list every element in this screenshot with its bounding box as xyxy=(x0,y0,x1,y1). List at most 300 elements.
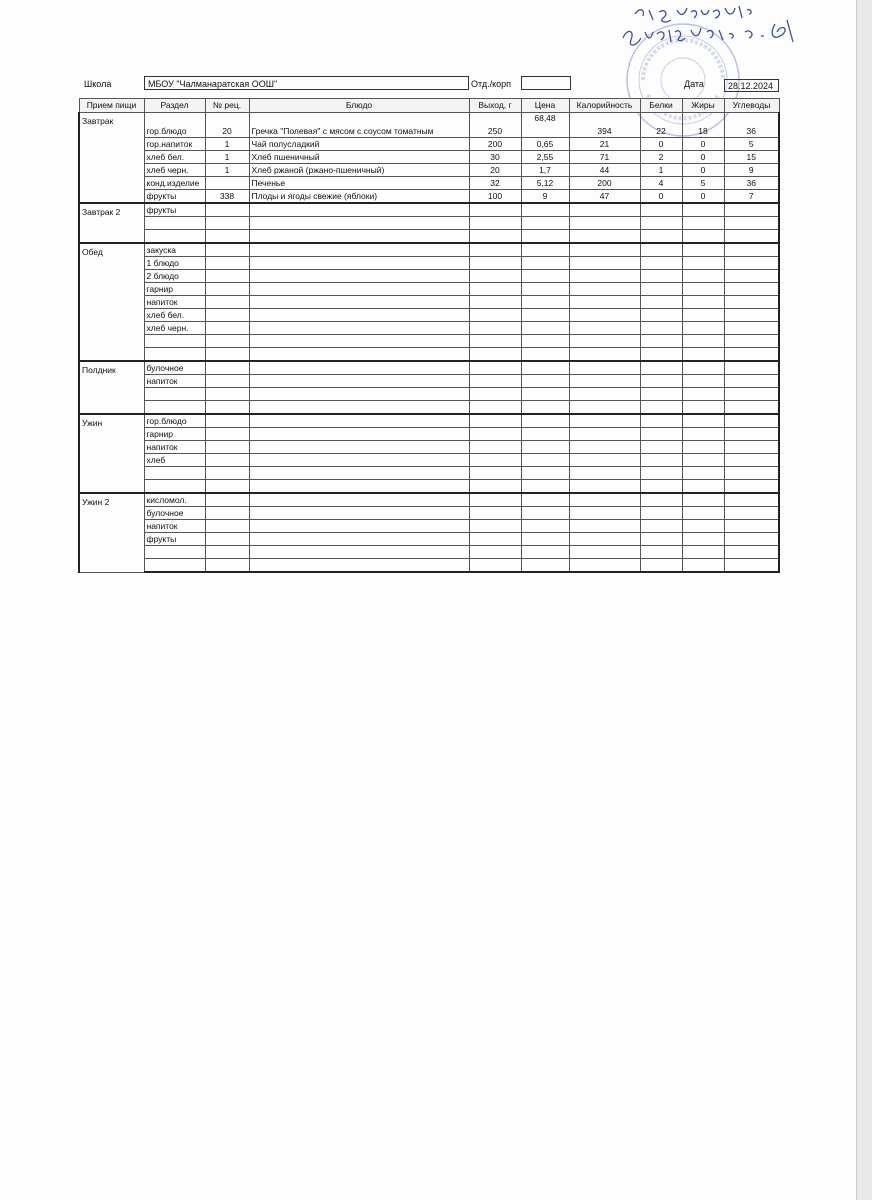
cell-price xyxy=(521,230,569,244)
cell-yield: 32 xyxy=(469,177,521,190)
cell-kcal xyxy=(569,322,640,335)
cell-protein xyxy=(640,454,682,467)
cell-recipe: 20 xyxy=(205,113,249,138)
cell-fat xyxy=(682,217,724,230)
cell-fat xyxy=(682,283,724,296)
cell-protein xyxy=(640,375,682,388)
cell-dish xyxy=(249,546,469,559)
cell-section: напиток xyxy=(144,520,205,533)
cell-price xyxy=(521,257,569,270)
table-row xyxy=(79,243,779,257)
cell-section xyxy=(144,467,205,480)
cell-fat xyxy=(682,388,724,401)
cell-carbs xyxy=(724,243,779,257)
cell-price xyxy=(521,203,569,217)
cell-dish xyxy=(249,283,469,296)
cell-fat xyxy=(682,401,724,415)
cell-yield xyxy=(469,441,521,454)
cell-fat xyxy=(682,203,724,217)
cell-price xyxy=(521,322,569,335)
cell-protein xyxy=(640,203,682,217)
cell-dish xyxy=(249,361,469,375)
cell-recipe xyxy=(205,414,249,428)
cell-price xyxy=(521,283,569,296)
cell-dish xyxy=(249,414,469,428)
col-yield: Выход, г xyxy=(469,99,521,113)
cell-yield xyxy=(469,230,521,244)
cell-recipe xyxy=(205,217,249,230)
cell-carbs: 36 xyxy=(724,113,779,138)
cell-price: 0,65 xyxy=(521,138,569,151)
cell-section: напиток xyxy=(144,296,205,309)
col-section: Раздел xyxy=(144,99,205,113)
cell-section: фрукты xyxy=(144,203,205,217)
table-row xyxy=(79,217,779,230)
cell-protein xyxy=(640,546,682,559)
cell-carbs xyxy=(724,559,779,573)
cell-price: 5,12 xyxy=(521,177,569,190)
cell-fat xyxy=(682,507,724,520)
cell-fat xyxy=(682,493,724,507)
cell-kcal xyxy=(569,533,640,546)
cell-dish xyxy=(249,388,469,401)
cell-kcal xyxy=(569,335,640,348)
cell-section: напиток xyxy=(144,375,205,388)
cell-fat xyxy=(682,467,724,480)
cell-protein: 0 xyxy=(640,138,682,151)
cell-dish: Чай полусладкий xyxy=(249,138,469,151)
cell-recipe xyxy=(205,361,249,375)
cell-carbs: 36 xyxy=(724,177,779,190)
cell-yield xyxy=(469,507,521,520)
cell-dish xyxy=(249,296,469,309)
cell-dish xyxy=(249,348,469,362)
cell-yield xyxy=(469,533,521,546)
cell-kcal xyxy=(569,520,640,533)
cell-carbs xyxy=(724,322,779,335)
cell-yield xyxy=(469,388,521,401)
cell-price xyxy=(521,507,569,520)
cell-price xyxy=(521,428,569,441)
cell-dish xyxy=(249,217,469,230)
cell-price: 9 xyxy=(521,190,569,204)
cell-yield xyxy=(469,480,521,494)
cell-kcal xyxy=(569,546,640,559)
cell-fat xyxy=(682,361,724,375)
table-row xyxy=(79,533,779,546)
table-header-row xyxy=(79,99,779,113)
meal-name: Завтрак 2 xyxy=(79,203,144,243)
cell-section: гарнир xyxy=(144,283,205,296)
cell-yield xyxy=(469,559,521,573)
cell-fat xyxy=(682,559,724,573)
cell-recipe xyxy=(205,375,249,388)
cell-recipe xyxy=(205,441,249,454)
cell-section xyxy=(144,388,205,401)
table-row xyxy=(79,401,779,415)
meal-name: Обед xyxy=(79,243,144,361)
cell-protein xyxy=(640,480,682,494)
cell-price xyxy=(521,296,569,309)
table-row xyxy=(79,414,779,428)
cell-dish xyxy=(249,270,469,283)
cell-fat xyxy=(682,309,724,322)
cell-dish xyxy=(249,322,469,335)
col-kcal: Калорийность xyxy=(569,99,640,113)
cell-protein xyxy=(640,467,682,480)
cell-section: хлеб черн. xyxy=(144,164,205,177)
cell-yield: 20 xyxy=(469,164,521,177)
table-row xyxy=(79,164,779,177)
cell-protein xyxy=(640,441,682,454)
cell-recipe xyxy=(205,388,249,401)
cell-price: 2,55 xyxy=(521,151,569,164)
table-row xyxy=(79,203,779,217)
cell-section: напиток xyxy=(144,441,205,454)
cell-fat: 5 xyxy=(682,177,724,190)
scan-edge xyxy=(856,0,872,1200)
cell-kcal: 47 xyxy=(569,190,640,204)
cell-yield: 30 xyxy=(469,151,521,164)
cell-section: конд.изделие xyxy=(144,177,205,190)
cell-kcal xyxy=(569,559,640,573)
cell-dish xyxy=(249,533,469,546)
cell-carbs xyxy=(724,546,779,559)
cell-price: 1,7 xyxy=(521,164,569,177)
table-row xyxy=(79,480,779,494)
cell-price xyxy=(521,348,569,362)
cell-carbs xyxy=(724,533,779,546)
cell-yield xyxy=(469,493,521,507)
cell-kcal xyxy=(569,480,640,494)
cell-carbs xyxy=(724,520,779,533)
cell-section xyxy=(144,401,205,415)
cell-protein xyxy=(640,348,682,362)
cell-protein xyxy=(640,283,682,296)
cell-price xyxy=(521,454,569,467)
table-row xyxy=(79,309,779,322)
cell-kcal xyxy=(569,203,640,217)
cell-carbs xyxy=(724,270,779,283)
menu-table xyxy=(78,98,780,573)
cell-kcal xyxy=(569,467,640,480)
cell-fat xyxy=(682,322,724,335)
cell-yield xyxy=(469,203,521,217)
cell-price xyxy=(521,467,569,480)
cell-section: гор.напиток xyxy=(144,138,205,151)
table-row xyxy=(79,375,779,388)
cell-kcal xyxy=(569,270,640,283)
cell-yield xyxy=(469,401,521,415)
cell-carbs xyxy=(724,348,779,362)
table-row xyxy=(79,177,779,190)
cell-kcal: 44 xyxy=(569,164,640,177)
cell-yield xyxy=(469,243,521,257)
cell-carbs xyxy=(724,375,779,388)
cell-recipe xyxy=(205,546,249,559)
cell-kcal xyxy=(569,507,640,520)
table-row xyxy=(79,322,779,335)
cell-price xyxy=(521,480,569,494)
cell-fat: 0 xyxy=(682,151,724,164)
cell-section xyxy=(144,348,205,362)
cell-section xyxy=(144,335,205,348)
col-price: Цена xyxy=(521,99,569,113)
cell-section: 2 блюдо xyxy=(144,270,205,283)
cell-protein: 4 xyxy=(640,177,682,190)
cell-carbs xyxy=(724,401,779,415)
cell-recipe xyxy=(205,454,249,467)
cell-recipe xyxy=(205,559,249,573)
cell-fat xyxy=(682,243,724,257)
cell-dish xyxy=(249,335,469,348)
cell-price xyxy=(521,414,569,428)
cell-yield xyxy=(469,309,521,322)
cell-kcal xyxy=(569,296,640,309)
cell-kcal xyxy=(569,283,640,296)
cell-yield xyxy=(469,375,521,388)
cell-section xyxy=(144,559,205,573)
cell-recipe xyxy=(205,203,249,217)
cell-protein: 0 xyxy=(640,190,682,204)
cell-recipe: 1 xyxy=(205,138,249,151)
cell-price xyxy=(521,375,569,388)
cell-protein xyxy=(640,428,682,441)
cell-kcal: 394 xyxy=(569,113,640,138)
cell-recipe: 338 xyxy=(205,190,249,204)
meal-name: Полдник xyxy=(79,361,144,414)
cell-dish xyxy=(249,309,469,322)
cell-fat xyxy=(682,375,724,388)
table-row xyxy=(79,138,779,151)
cell-recipe xyxy=(205,401,249,415)
dept-field xyxy=(521,76,571,90)
school-label: Школа xyxy=(84,79,112,89)
col-carbs: Углеводы xyxy=(724,99,779,113)
cell-kcal xyxy=(569,388,640,401)
cell-carbs xyxy=(724,257,779,270)
table-row xyxy=(79,151,779,164)
cell-dish xyxy=(249,480,469,494)
cell-protein xyxy=(640,230,682,244)
table-row xyxy=(79,348,779,362)
cell-carbs xyxy=(724,414,779,428)
cell-protein xyxy=(640,493,682,507)
cell-section: 1 блюдо xyxy=(144,257,205,270)
table-row xyxy=(79,296,779,309)
date-field: 28.12.2024 xyxy=(724,79,779,92)
cell-recipe xyxy=(205,257,249,270)
cell-yield xyxy=(469,270,521,283)
cell-yield: 250 xyxy=(469,113,521,138)
cell-fat xyxy=(682,257,724,270)
cell-kcal xyxy=(569,401,640,415)
cell-price xyxy=(521,546,569,559)
cell-carbs xyxy=(724,203,779,217)
cell-yield xyxy=(469,467,521,480)
director-signature xyxy=(615,0,805,60)
table-row xyxy=(79,283,779,296)
cell-protein: 22 xyxy=(640,113,682,138)
cell-protein xyxy=(640,335,682,348)
cell-recipe xyxy=(205,467,249,480)
cell-recipe xyxy=(205,177,249,190)
table-row xyxy=(79,113,779,138)
cell-recipe: 1 xyxy=(205,164,249,177)
cell-carbs xyxy=(724,230,779,244)
cell-fat: 18 xyxy=(682,113,724,138)
cell-kcal xyxy=(569,375,640,388)
table-row xyxy=(79,493,779,507)
cell-kcal xyxy=(569,217,640,230)
cell-protein xyxy=(640,520,682,533)
date-label: Дата xyxy=(684,79,704,89)
table-row xyxy=(79,270,779,283)
cell-recipe xyxy=(205,507,249,520)
cell-recipe xyxy=(205,533,249,546)
cell-section: хлеб черн. xyxy=(144,322,205,335)
cell-yield xyxy=(469,257,521,270)
cell-dish xyxy=(249,203,469,217)
cell-carbs: 7 xyxy=(724,190,779,204)
table-row xyxy=(79,546,779,559)
cell-kcal xyxy=(569,414,640,428)
cell-price xyxy=(521,559,569,573)
meal-name: Ужин xyxy=(79,414,144,493)
cell-protein xyxy=(640,388,682,401)
cell-dish: Хлеб ржаной (ржано-пшеничный) xyxy=(249,164,469,177)
cell-carbs xyxy=(724,217,779,230)
cell-recipe xyxy=(205,335,249,348)
cell-fat xyxy=(682,414,724,428)
table-row xyxy=(79,441,779,454)
cell-yield xyxy=(469,454,521,467)
cell-protein: 1 xyxy=(640,164,682,177)
cell-price xyxy=(521,401,569,415)
cell-dish: Гречка "Полевая" с мясом с соусом томатным xyxy=(249,113,469,138)
cell-price xyxy=(521,520,569,533)
table-row xyxy=(79,467,779,480)
cell-carbs xyxy=(724,361,779,375)
cell-yield xyxy=(469,335,521,348)
cell-dish xyxy=(249,559,469,573)
cell-dish xyxy=(249,493,469,507)
menu-body xyxy=(79,113,779,573)
cell-kcal xyxy=(569,493,640,507)
cell-kcal xyxy=(569,309,640,322)
cell-price xyxy=(521,493,569,507)
cell-protein xyxy=(640,309,682,322)
cell-recipe xyxy=(205,270,249,283)
cell-yield xyxy=(469,322,521,335)
cell-dish xyxy=(249,467,469,480)
cell-fat xyxy=(682,348,724,362)
cell-protein xyxy=(640,533,682,546)
cell-recipe xyxy=(205,480,249,494)
cell-dish xyxy=(249,441,469,454)
cell-yield: 200 xyxy=(469,138,521,151)
cell-kcal xyxy=(569,257,640,270)
cell-protein xyxy=(640,559,682,573)
cell-price xyxy=(521,441,569,454)
table-row xyxy=(79,388,779,401)
cell-fat xyxy=(682,520,724,533)
cell-section: гарнир xyxy=(144,428,205,441)
cell-carbs xyxy=(724,454,779,467)
cell-section xyxy=(144,230,205,244)
cell-protein xyxy=(640,217,682,230)
cell-section: булочное xyxy=(144,507,205,520)
cell-protein xyxy=(640,270,682,283)
dept-label: Отд./корп xyxy=(471,79,511,89)
cell-recipe xyxy=(205,428,249,441)
cell-carbs xyxy=(724,441,779,454)
cell-yield xyxy=(469,217,521,230)
cell-protein xyxy=(640,243,682,257)
cell-carbs xyxy=(724,480,779,494)
cell-carbs: 15 xyxy=(724,151,779,164)
cell-carbs: 9 xyxy=(724,164,779,177)
cell-dish xyxy=(249,454,469,467)
table-row xyxy=(79,335,779,348)
cell-dish xyxy=(249,230,469,244)
col-meal: Прием пищи xyxy=(79,99,144,113)
cell-protein xyxy=(640,322,682,335)
cell-yield xyxy=(469,414,521,428)
cell-carbs xyxy=(724,388,779,401)
cell-price xyxy=(521,309,569,322)
cell-fat xyxy=(682,335,724,348)
cell-fat xyxy=(682,296,724,309)
cell-fat: 0 xyxy=(682,138,724,151)
cell-yield xyxy=(469,361,521,375)
table-row xyxy=(79,190,779,204)
cell-section: гор.блюдо xyxy=(144,113,205,138)
table-row xyxy=(79,257,779,270)
cell-kcal xyxy=(569,243,640,257)
cell-section: закуска xyxy=(144,243,205,257)
cell-recipe xyxy=(205,322,249,335)
cell-section xyxy=(144,217,205,230)
cell-fat xyxy=(682,230,724,244)
cell-dish xyxy=(249,507,469,520)
cell-kcal xyxy=(569,441,640,454)
table-row xyxy=(79,361,779,375)
cell-yield xyxy=(469,283,521,296)
cell-carbs: 5 xyxy=(724,138,779,151)
cell-yield xyxy=(469,546,521,559)
table-row xyxy=(79,520,779,533)
cell-kcal xyxy=(569,454,640,467)
cell-price xyxy=(521,335,569,348)
cell-section: хлеб бел. xyxy=(144,151,205,164)
cell-protein xyxy=(640,257,682,270)
col-dish: Блюдо xyxy=(249,99,469,113)
cell-kcal: 21 xyxy=(569,138,640,151)
cell-section: фрукты xyxy=(144,533,205,546)
cell-recipe xyxy=(205,243,249,257)
cell-kcal xyxy=(569,428,640,441)
cell-kcal xyxy=(569,361,640,375)
cell-recipe xyxy=(205,283,249,296)
cell-dish: Плоды и ягоды свежие (яблоки) xyxy=(249,190,469,204)
cell-price xyxy=(521,243,569,257)
cell-recipe xyxy=(205,309,249,322)
col-fat: Жиры xyxy=(682,99,724,113)
meal-name: Завтрак xyxy=(79,113,144,204)
cell-protein: 2 xyxy=(640,151,682,164)
cell-carbs xyxy=(724,467,779,480)
